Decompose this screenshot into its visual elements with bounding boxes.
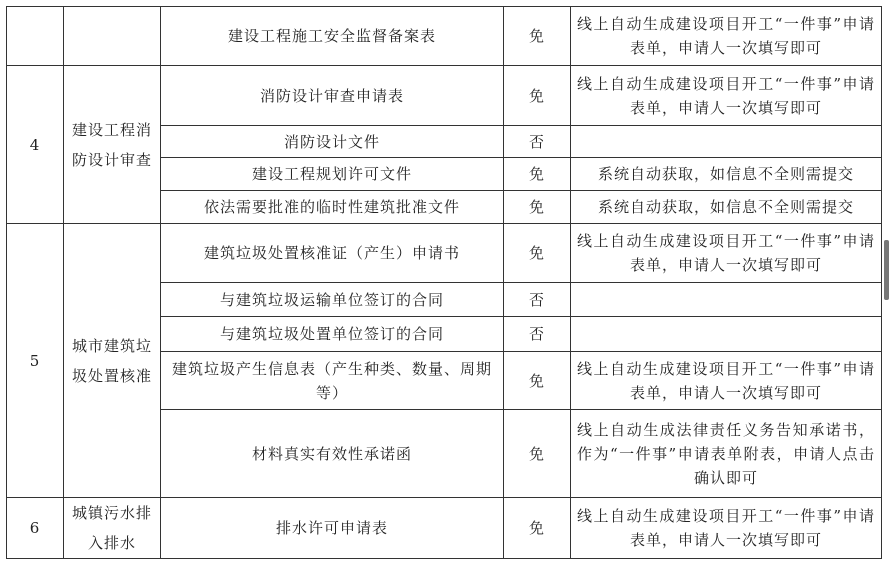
remark: 线上自动生成法律责任义务告知承诺书，作为“一件事”申请表单附表，申请人点击确认即可 xyxy=(571,410,882,498)
remark: 系统自动获取，如信息不全则需提交 xyxy=(571,158,882,191)
item-name: 城市建筑垃圾处置核准 xyxy=(64,224,161,498)
exempt-flag: 免 xyxy=(504,498,571,559)
material-name: 建设工程施工安全监督备案表 xyxy=(161,7,504,66)
item-number: 6 xyxy=(7,498,64,559)
item-name: 建设工程消防设计审查 xyxy=(64,66,161,224)
table-row xyxy=(7,498,882,559)
exempt-flag: 否 xyxy=(504,283,571,317)
exempt-flag: 免 xyxy=(504,224,571,283)
exempt-flag: 否 xyxy=(504,126,571,158)
exempt-flag: 免 xyxy=(504,158,571,191)
material-name: 建筑垃圾处置核准证（产生）申请书 xyxy=(161,224,504,283)
material-name: 排水许可申请表 xyxy=(161,498,504,559)
exempt-flag: 否 xyxy=(504,317,571,352)
remark: 线上自动生成建设项目开工“一件事”申请表单，申请人一次填写即可 xyxy=(571,498,882,559)
remark: 线上自动生成建设项目开工“一件事”申请表单，申请人一次填写即可 xyxy=(571,66,882,126)
exempt-flag: 免 xyxy=(504,66,571,126)
exempt-flag: 免 xyxy=(504,7,571,66)
item-number xyxy=(7,7,64,66)
materials-table xyxy=(6,6,882,559)
material-name: 材料真实有效性承诺函 xyxy=(161,410,504,498)
item-number: 5 xyxy=(7,224,64,498)
material-name: 依法需要批准的临时性建筑批准文件 xyxy=(161,191,504,224)
table-row xyxy=(7,66,882,126)
remark: 线上自动生成建设项目开工“一件事”申请表单，申请人一次填写即可 xyxy=(571,224,882,283)
exempt-flag: 免 xyxy=(504,191,571,224)
material-name: 与建筑垃圾运输单位签订的合同 xyxy=(161,283,504,317)
remark: 线上自动生成建设项目开工“一件事”申请表单，申请人一次填写即可 xyxy=(571,352,882,410)
remark xyxy=(571,283,882,317)
material-name: 建设工程规划许可文件 xyxy=(161,158,504,191)
material-name: 消防设计文件 xyxy=(161,126,504,158)
item-name: 城镇污水排入排水 xyxy=(64,498,161,559)
table-row xyxy=(7,7,882,66)
table-row xyxy=(7,224,882,283)
material-name: 建筑垃圾产生信息表（产生种类、数量、周期等） xyxy=(161,352,504,410)
scrollbar-thumb[interactable] xyxy=(884,240,889,300)
exempt-flag: 免 xyxy=(504,352,571,410)
material-name: 消防设计审查申请表 xyxy=(161,66,504,126)
item-name xyxy=(64,7,161,66)
remark xyxy=(571,317,882,352)
remark: 系统自动获取，如信息不全则需提交 xyxy=(571,191,882,224)
remark xyxy=(571,126,882,158)
item-number: 4 xyxy=(7,66,64,224)
remark: 线上自动生成建设项目开工“一件事”申请表单，申请人一次填写即可 xyxy=(571,7,882,66)
exempt-flag: 免 xyxy=(504,410,571,498)
material-name: 与建筑垃圾处置单位签订的合同 xyxy=(161,317,504,352)
